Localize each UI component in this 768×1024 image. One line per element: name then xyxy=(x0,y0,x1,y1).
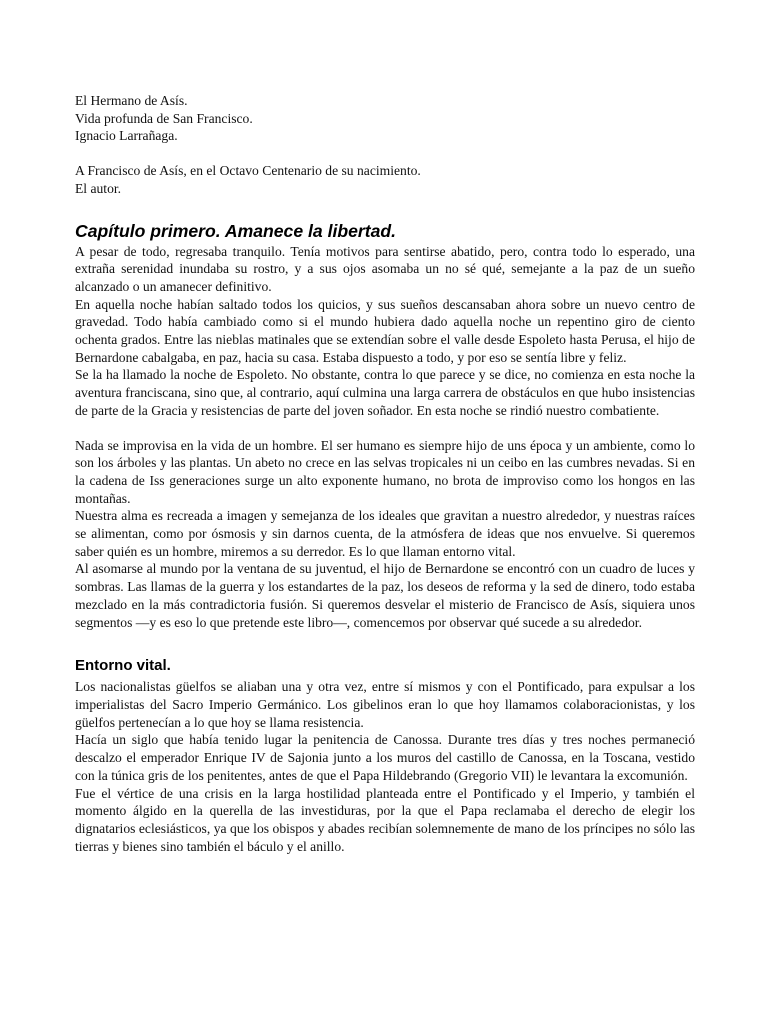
dedication-block xyxy=(75,162,695,197)
dedication-signature: El autor. xyxy=(75,180,122,196)
dedication-text: A Francisco de Asís, en el Octavo Centenario de su nacimiento. xyxy=(75,163,421,179)
chapter-heading: Capítulo primero. Amanece la libertad. xyxy=(75,220,396,241)
book-author: Ignacio Larrañaga. xyxy=(75,128,178,144)
book-subtitle: Vida profunda de San Francisco. xyxy=(75,110,253,126)
paragraph: Fue el vértice de una crisis en la larga hostilidad planteada entre el Pontificado y el Imperio, y también el momento álgido en la querella de las investiduras, por la que el Papa reclamaba el derecho de elegir los dignatarios eclesiásticos, ya que los obispos y abades recibían solemnemente de mano de los príncipes no sólo las tierras y bienes sino también el báculo y el anillo. xyxy=(75,785,695,854)
paragraph: Se la ha llamado la noche de Espoleto. No obstante, contra lo que parece y se dice, no comienza en esta noche la aventura franciscana, sino que, al contrario, aquí culmina una larga carrera de obstáculos en que hubo insistencias de parte de la Gracia y resistencias de parte del joven soñador. En esta noche se rindió nuestro combatiente. xyxy=(75,367,695,418)
section-heading: Entorno vital. xyxy=(75,657,171,675)
paragraph: Los nacionalistas güelfos se aliaban una y otra vez, entre sí mismos y con el Pontificado, para expulsar a los imperialistas del Sacro Imperio Germánico. Los gibelinos eran lo que hoy llamamos colaboracionistas, y los güelfos pertenecían a lo que hoy se llama resistencia. xyxy=(75,679,695,730)
paragraph: En aquella noche habían saltado todos los quicios, y sus sueños descansaban ahora sobre un nuevo centro de gravedad. Todo había cambiado como si el mundo hubiera dado aquella noche un repentino giro de ciento ochenta grados. Entre las nieblas matinales que se extendían sobre el valle desde Espoleto hasta Perusa, el hijo de Bernardone cabalgaba, en paz, hacia su casa. Estaba dispuesto a todo, y por eso se sentía libre y feliz. xyxy=(75,296,695,365)
paragraph: Nada se improvisa en la vida de un hombre. El ser humano es siempre hijo de uns época y un ambiente, como lo son los árboles y las plantas. Un abeto no crece en las selvas tropicales ni un ceibo en las cumbres nevadas. Si en la cadena de Iss generaciones surge un alto exponente humano, no brota de improviso como los hongos en las montañas. xyxy=(75,437,695,506)
document-page xyxy=(75,92,695,855)
section-body xyxy=(75,678,695,855)
title-block xyxy=(75,92,695,145)
chapter-body xyxy=(75,243,695,632)
paragraph: Al asomarse al mundo por la ventana de su juventud, el hijo de Bernardone se encontró con un cuadro de luces y sombras. Las llamas de la guerra y los estandartes de la paz, los deseos de reforma y la sed de dinero, todo estaba mezclado en la más contradictoria fusión. Si queremos desvelar el misterio de Francisco de Asís, siquiera unos segmentos —y es eso lo que pretende este libro—, comencemos por observar qué sucede a su alrededor. xyxy=(75,561,695,630)
paragraph: Hacía un siglo que había tenido lugar la penitencia de Canossa. Durante tres días y tres noches permaneció descalzo el emperador Enrique IV de Sajonia junto a los muros del castillo de Canossa, en la Toscana, vestido con la túnica gris de los penitentes, antes de que el Papa Hildebrando (Gregorio VII) le levantara la excomunión. xyxy=(75,732,695,783)
paragraph: A pesar de todo, regresaba tranquilo. Tenía motivos para sentirse abatido, pero, contra todo lo esperado, una extraña serenidad inundaba su rostro, y a sus ojos asomaba un no sé qué, semejante a la paz de un sueño alcanzado o un amanecer definitivo. xyxy=(75,243,695,294)
book-title: El Hermano de Asís. xyxy=(75,93,188,108)
paragraph: Nuestra alma es recreada a imagen y semejanza de los ideales que gravitan a nuestro alrededor, y nuestras raíces se alimentan, como por ósmosis y sin darnos cuenta, de la atmósfera de ideas que nos envuelve. Si queremos saber quién es un hombre, miremos a su derredor. Es lo que llaman entorno vital. xyxy=(75,508,695,559)
